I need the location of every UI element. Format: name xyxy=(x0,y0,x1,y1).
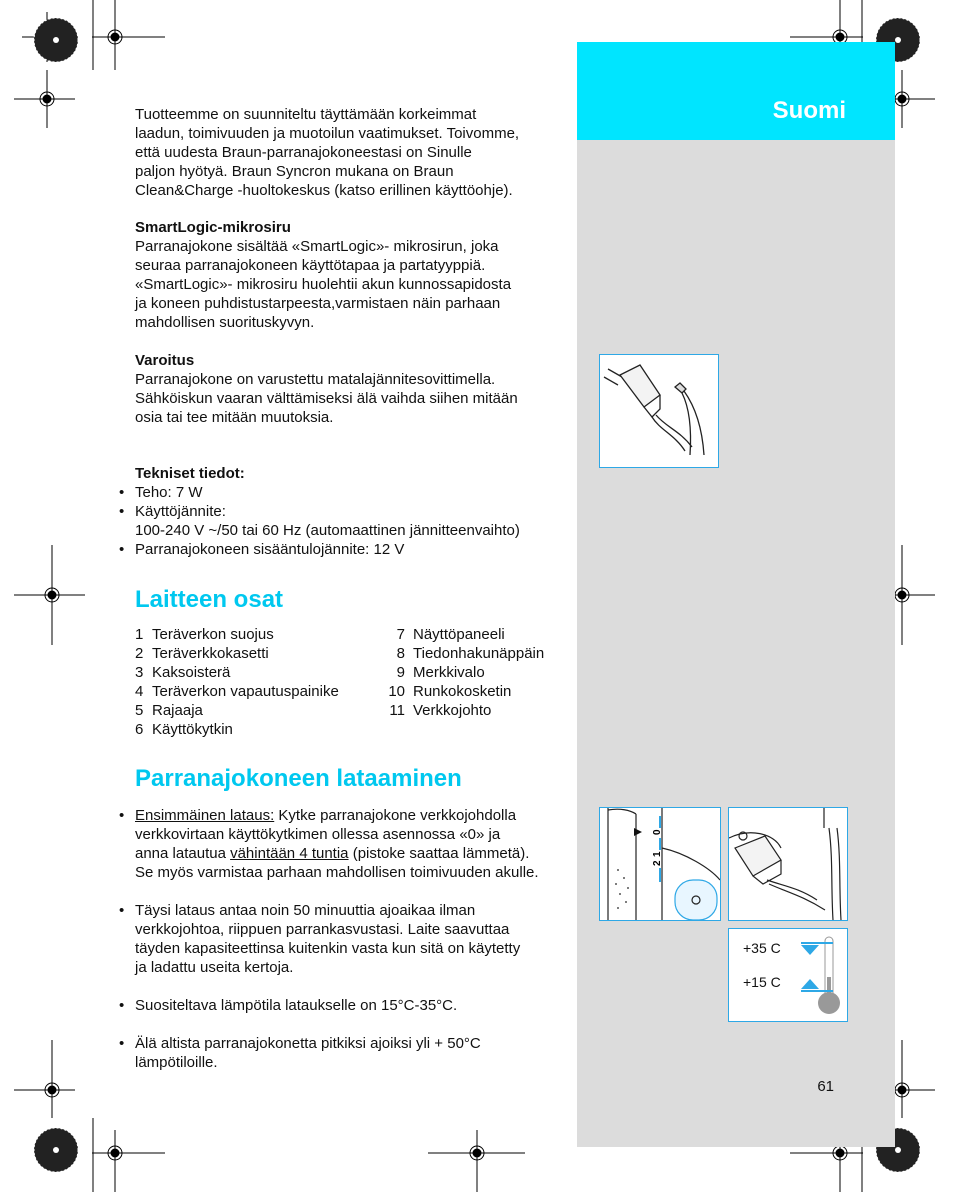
part-label: Runkokosketin xyxy=(413,683,512,700)
part-label: Käyttökytkin xyxy=(152,721,233,738)
switch-panel-icon xyxy=(600,808,720,920)
intro-line: Tuotteemme on suunniteltu täyttämään korkeimmat xyxy=(135,106,477,123)
page-number: 61 xyxy=(817,1078,834,1095)
list-item xyxy=(375,625,575,644)
smartlogic-section xyxy=(135,218,565,332)
intro-line: että uudesta Braun-parranajokoneestasi on Sinulle xyxy=(135,144,472,161)
bullet-icon: • xyxy=(119,484,125,501)
intro-line: laadun, toimivuuden ja muotoilun vaatimukset. Toivomme, xyxy=(135,125,520,142)
bullet-icon: • xyxy=(119,1035,125,1052)
charging-text: anna latautua xyxy=(135,845,231,862)
part-number: 8 xyxy=(396,645,405,662)
list-item xyxy=(375,682,575,701)
smartlogic-line: mahdollisen suorituskyvyn. xyxy=(135,314,315,331)
part-number: 4 xyxy=(135,683,144,700)
smartlogic-line: Parranajokone sisältää «SmartLogic»- mikrosirun, joka xyxy=(135,238,499,255)
spec-item xyxy=(119,483,575,502)
list-item xyxy=(135,720,375,739)
part-number: 6 xyxy=(135,721,144,738)
smartlogic-line: ja koneen puhdistustarpeesta,varmistaen näin parhaan xyxy=(135,295,501,312)
intro-paragraph xyxy=(135,105,565,200)
thermometer-figure xyxy=(728,928,848,1022)
part-number: 5 xyxy=(135,702,144,719)
specs-section xyxy=(119,464,575,559)
charging-bullet xyxy=(119,996,575,1015)
charging-bullet xyxy=(119,806,575,882)
part-label: Merkkivalo xyxy=(413,664,485,681)
charging-bullet xyxy=(119,1034,575,1072)
part-label: Teräverkkokasetti xyxy=(152,645,269,662)
spec-item xyxy=(119,540,575,559)
warning-section xyxy=(135,351,565,427)
warning-line: Parranajokone on varustettu matalajännitesovittimella. xyxy=(135,371,496,388)
list-item xyxy=(375,701,575,720)
temp-high-label: +35 C xyxy=(743,940,781,956)
list-item xyxy=(135,625,375,644)
part-number: 7 xyxy=(396,626,405,643)
switch-mark-1: 1 xyxy=(652,851,663,857)
charging-text: lämpötiloille. xyxy=(135,1054,218,1071)
list-item xyxy=(135,663,375,682)
bullet-icon: • xyxy=(119,902,125,919)
charging-text: ja ladattu useita kertoja. xyxy=(135,959,294,976)
part-number: 10 xyxy=(388,683,405,700)
wall-plug-icon xyxy=(729,808,847,920)
plug-cord-icon xyxy=(600,355,718,467)
charging-text: Se myös varmistaa parhaan mahdollisen toimivuuden akulle. xyxy=(135,864,539,881)
list-item xyxy=(135,644,375,663)
arrow-up-icon xyxy=(801,979,819,989)
smartlogic-heading: SmartLogic-mikrosiru xyxy=(135,219,291,236)
wall-socket-figure xyxy=(728,807,848,921)
part-label: Teräverkon vapautuspainike xyxy=(152,683,339,700)
switch-mark-2: 2 xyxy=(652,860,663,866)
part-number: 9 xyxy=(396,664,405,681)
warning-line: Sähköiskun vaaran välttämiseksi älä vaihda siihen mitään xyxy=(135,390,518,407)
part-number: 1 xyxy=(135,626,144,643)
spec-text: 100-240 V ~/50 tai 60 Hz (automaattinen jännitteenvaihto) xyxy=(135,522,520,539)
spec-text: Käyttöjännite: xyxy=(135,503,226,520)
spec-text: Parranajokoneen sisääntulojännite: 12 V xyxy=(135,541,405,558)
min-hours-text: vähintään 4 tuntia xyxy=(230,845,349,862)
part-number: 3 xyxy=(135,664,144,681)
charging-heading: Parranajokoneen lataaminen xyxy=(135,765,462,792)
parts-list-left xyxy=(135,625,375,739)
warning-line: osia tai tee mitään muutoksia. xyxy=(135,409,334,426)
switch-mark-0: 0 xyxy=(652,829,663,835)
part-number: 2 xyxy=(135,645,144,662)
bullet-icon: • xyxy=(119,807,125,824)
thermometer-icon xyxy=(729,929,847,1021)
charging-bullet xyxy=(119,901,575,977)
charging-text: Suositeltava lämpötila lataukselle on 15°C-35°C. xyxy=(135,997,458,1014)
part-label: Kaksoisterä xyxy=(152,664,231,681)
bullet-icon: • xyxy=(119,541,125,558)
part-number: 11 xyxy=(389,702,405,719)
list-item xyxy=(375,663,575,682)
charging-section xyxy=(119,806,575,1072)
charging-text: Täysi lataus antaa noin 50 minuuttia ajoaikaa ilman xyxy=(135,902,476,919)
shaver-switch-figure xyxy=(599,807,721,921)
part-label: Verkkojohto xyxy=(413,702,492,719)
spec-item xyxy=(119,502,575,540)
charging-text: täyden kapasiteettinsa kuitenkin vasta kun sitä on käytetty xyxy=(135,940,521,957)
registration-wheel-icon xyxy=(34,18,78,62)
parts-heading: Laitteen osat xyxy=(135,586,284,613)
warning-heading: Varoitus xyxy=(135,352,195,369)
list-item xyxy=(375,644,575,663)
part-label: Näyttöpaneeli xyxy=(413,626,505,643)
charging-text: Kytke parranajokone verkkojohdolla xyxy=(274,807,517,824)
temp-low-label: +15 C xyxy=(743,974,781,990)
spec-text: Teho: 7 W xyxy=(135,484,203,501)
list-item xyxy=(135,701,375,720)
switch-pointer-icon xyxy=(634,828,642,836)
intro-line: Clean&Charge -huoltokeskus (katso erillinen käyttöohje). xyxy=(135,182,513,199)
charging-text: verkkovirtaan käyttökytkimen ollessa asennossa «0» ja xyxy=(135,826,501,843)
charging-text: verkkojohtoa, riippuen parrankasvustasi. Laite saavuttaa xyxy=(135,921,510,938)
smartlogic-line: seuraa parranajokoneen käyttötapaa ja partatyyppiä. xyxy=(135,257,486,274)
first-charge-label: Ensimmäinen lataus: xyxy=(135,807,275,824)
charging-text: Älä altista parranajokonetta pitkiksi ajoiksi yli + 50°C xyxy=(135,1035,481,1052)
smartlogic-line: «SmartLogic»- mikrosiru huolehtii akun kunnossapidosta xyxy=(135,276,512,293)
intro-line: paljon hyötyä. Braun Syncron mukana on Braun xyxy=(135,163,454,180)
arrow-down-icon xyxy=(801,945,819,955)
part-label: Tiedonhakunäppäin xyxy=(413,645,545,662)
language-title: Suomi xyxy=(772,97,846,124)
specs-heading: Tekniset tiedot: xyxy=(135,465,245,482)
part-label: Rajaaja xyxy=(152,702,203,719)
list-item xyxy=(135,682,375,701)
bullet-icon: • xyxy=(119,997,125,1014)
bullet-icon: • xyxy=(119,503,125,520)
part-label: Teräverkon suojus xyxy=(152,626,274,643)
charging-text: (pistoke saattaa lämmetä). xyxy=(348,845,530,862)
parts-list-right xyxy=(375,625,575,720)
plug-cord-figure xyxy=(599,354,719,468)
